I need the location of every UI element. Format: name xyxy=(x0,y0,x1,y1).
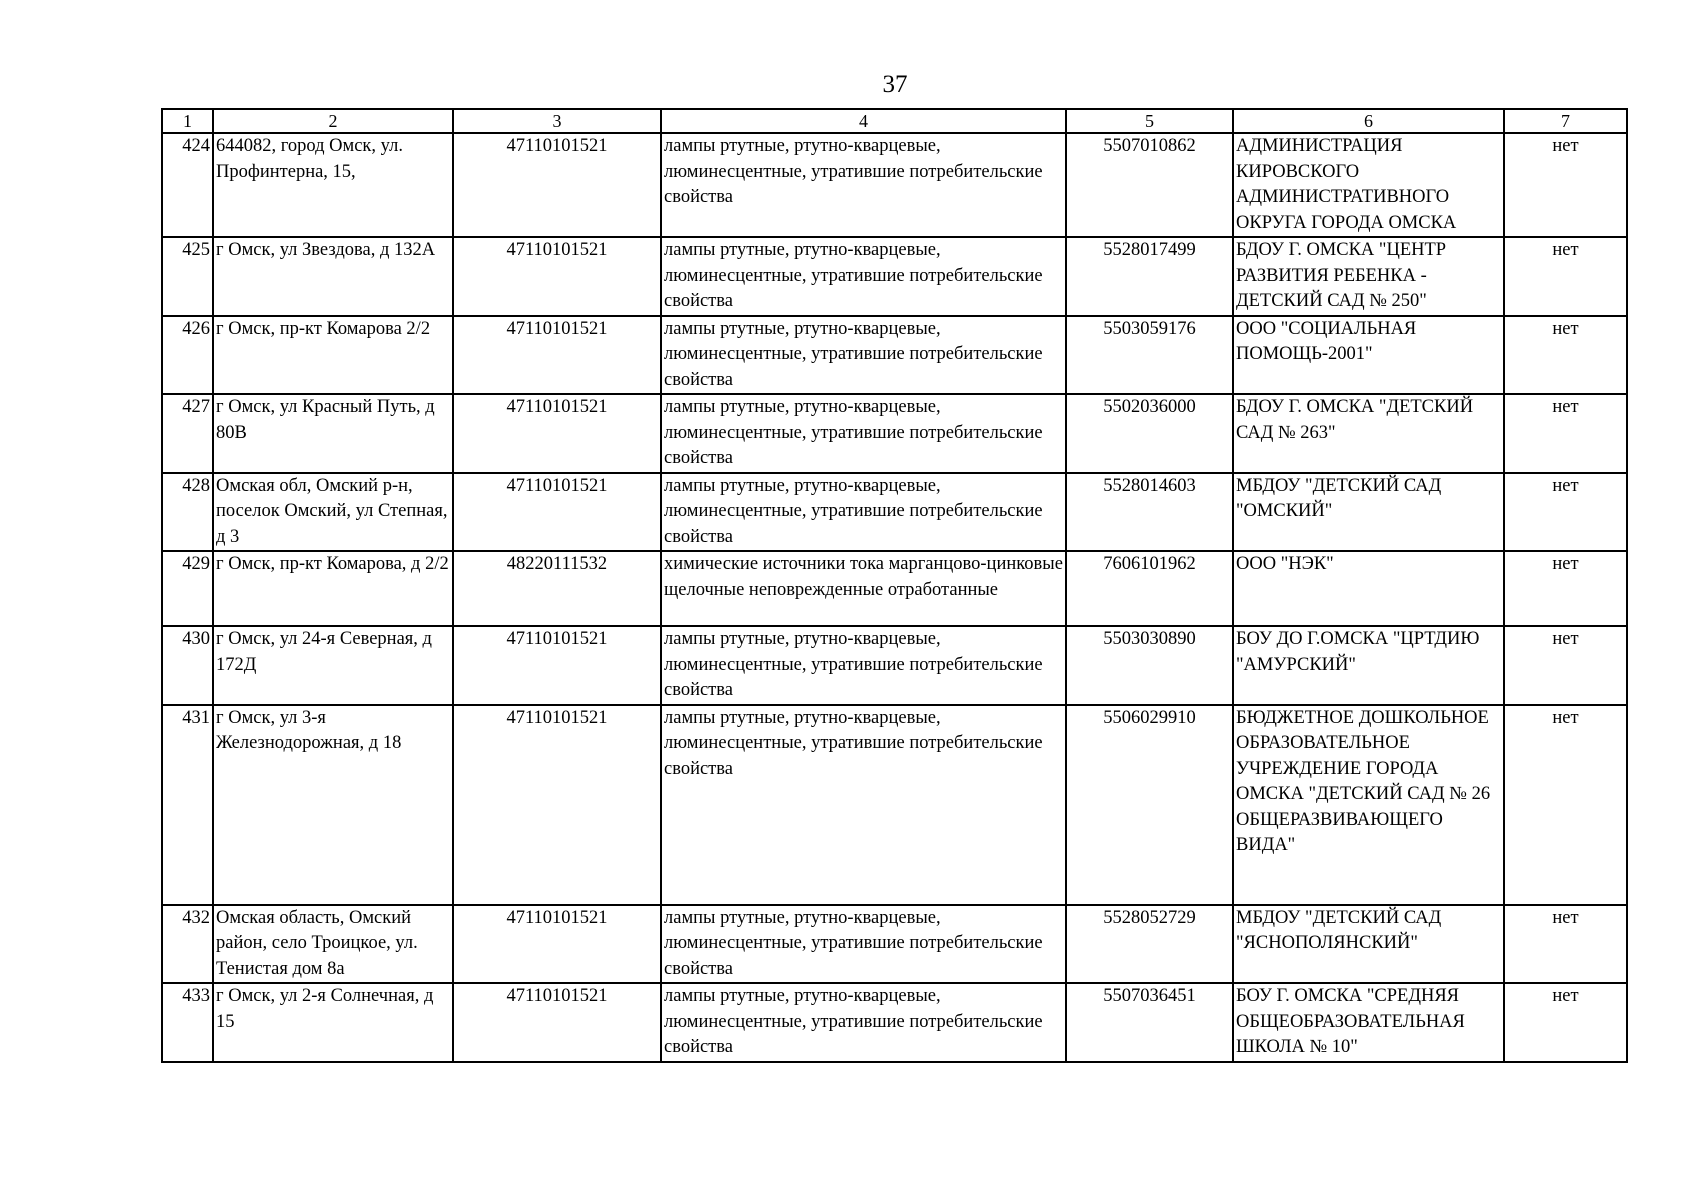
row-number: 431 xyxy=(162,705,213,905)
fkko-code-cell: 47110101521 xyxy=(453,983,661,1062)
inn-cell: 5528014603 xyxy=(1066,473,1233,552)
address-cell: г Омск, ул Звездова, д 132А xyxy=(213,237,453,316)
waste-type-cell: лампы ртутные, ртутно-кварцевые, люминесцентные, утратившие потребительские свойства xyxy=(661,626,1066,705)
flag-cell: нет xyxy=(1504,316,1627,395)
registry-table xyxy=(161,108,1628,1063)
table-row xyxy=(162,983,1627,1062)
page-number: 37 xyxy=(882,71,908,98)
flag-cell: нет xyxy=(1504,626,1627,705)
organization-cell: БДОУ Г. ОМСКА "ЦЕНТР РАЗВИТИЯ РЕБЕНКА - ДЕТСКИЙ САД № 250" xyxy=(1233,237,1504,316)
table-row xyxy=(162,394,1627,473)
waste-type-cell: лампы ртутные, ртутно-кварцевые, люминесцентные, утратившие потребительские свойства xyxy=(661,394,1066,473)
address-cell: г Омск, ул 3-я Железнодорожная, д 18 xyxy=(213,705,453,905)
table-row xyxy=(162,626,1627,705)
address-cell: Омская обл, Омский р-н, поселок Омский, ул Степная, д 3 xyxy=(213,473,453,552)
fkko-code-cell: 47110101521 xyxy=(453,394,661,473)
fkko-code-cell: 48220111532 xyxy=(453,551,661,626)
row-number: 432 xyxy=(162,905,213,984)
column-header: 2 xyxy=(213,109,453,133)
flag-cell: нет xyxy=(1504,983,1627,1062)
column-header: 4 xyxy=(661,109,1066,133)
waste-type-cell: лампы ртутные, ртутно-кварцевые, люминесцентные, утратившие потребительские свойства xyxy=(661,237,1066,316)
table-row xyxy=(162,705,1627,905)
flag-cell: нет xyxy=(1504,705,1627,905)
inn-cell: 5503030890 xyxy=(1066,626,1233,705)
inn-cell: 7606101962 xyxy=(1066,551,1233,626)
flag-cell: нет xyxy=(1504,905,1627,984)
row-number: 425 xyxy=(162,237,213,316)
organization-cell: ООО "СОЦИАЛЬНАЯ ПОМОЩЬ-2001" xyxy=(1233,316,1504,395)
flag-cell: нет xyxy=(1504,237,1627,316)
row-number: 427 xyxy=(162,394,213,473)
waste-type-cell: лампы ртутные, ртутно-кварцевые, люминесцентные, утратившие потребительские свойства xyxy=(661,705,1066,905)
column-header: 7 xyxy=(1504,109,1627,133)
waste-type-cell: лампы ртутные, ртутно-кварцевые, люминесцентные, утратившие потребительские свойства xyxy=(661,316,1066,395)
waste-type-cell: лампы ртутные, ртутно-кварцевые, люминесцентные, утратившие потребительские свойства xyxy=(661,983,1066,1062)
inn-cell: 5503059176 xyxy=(1066,316,1233,395)
row-number: 429 xyxy=(162,551,213,626)
header-row xyxy=(162,109,1627,133)
row-number: 424 xyxy=(162,133,213,237)
waste-type-cell: химические источники тока марганцово-цинковые щелочные неповрежденные отработанные xyxy=(661,551,1066,626)
column-header: 1 xyxy=(162,109,213,133)
address-cell: г Омск, ул 2-я Солнечная, д 15 xyxy=(213,983,453,1062)
row-number: 428 xyxy=(162,473,213,552)
row-number: 433 xyxy=(162,983,213,1062)
waste-type-cell: лампы ртутные, ртутно-кварцевые, люминесцентные, утратившие потребительские свойства xyxy=(661,473,1066,552)
organization-cell: БЮДЖЕТНОЕ ДОШКОЛЬНОЕ ОБРАЗОВАТЕЛЬНОЕ УЧРЕЖДЕНИЕ ГОРОДА ОМСКА "ДЕТСКИЙ САД № 26 ОБЩЕРАЗВИВАЮЩЕГО ВИДА" xyxy=(1233,705,1504,905)
inn-cell: 5507036451 xyxy=(1066,983,1233,1062)
table-row xyxy=(162,316,1627,395)
address-cell: г Омск, пр-кт Комарова, д 2/2 xyxy=(213,551,453,626)
organization-cell: БОУ Г. ОМСКА "СРЕДНЯЯ ОБЩЕОБРАЗОВАТЕЛЬНАЯ ШКОЛА № 10" xyxy=(1233,983,1504,1062)
table-row xyxy=(162,905,1627,984)
address-cell: г Омск, ул Красный Путь, д 80В xyxy=(213,394,453,473)
row-number: 426 xyxy=(162,316,213,395)
table-row xyxy=(162,237,1627,316)
organization-cell: БДОУ Г. ОМСКА "ДЕТСКИЙ САД № 263" xyxy=(1233,394,1504,473)
column-header: 6 xyxy=(1233,109,1504,133)
table-row xyxy=(162,133,1627,237)
column-header: 3 xyxy=(453,109,661,133)
table-row xyxy=(162,551,1627,626)
fkko-code-cell: 47110101521 xyxy=(453,473,661,552)
inn-cell: 5528052729 xyxy=(1066,905,1233,984)
inn-cell: 5528017499 xyxy=(1066,237,1233,316)
column-header: 5 xyxy=(1066,109,1233,133)
table-row xyxy=(162,473,1627,552)
organization-cell: МБДОУ "ДЕТСКИЙ САД "ОМСКИЙ" xyxy=(1233,473,1504,552)
inn-cell: 5507010862 xyxy=(1066,133,1233,237)
waste-type-cell: лампы ртутные, ртутно-кварцевые, люминесцентные, утратившие потребительские свойства xyxy=(661,133,1066,237)
flag-cell: нет xyxy=(1504,473,1627,552)
fkko-code-cell: 47110101521 xyxy=(453,626,661,705)
inn-cell: 5506029910 xyxy=(1066,705,1233,905)
flag-cell: нет xyxy=(1504,133,1627,237)
waste-type-cell: лампы ртутные, ртутно-кварцевые, люминесцентные, утратившие потребительские свойства xyxy=(661,905,1066,984)
organization-cell: МБДОУ "ДЕТСКИЙ САД "ЯСНОПОЛЯНСКИЙ" xyxy=(1233,905,1504,984)
fkko-code-cell: 47110101521 xyxy=(453,705,661,905)
address-cell: Омская область, Омский район, село Троицкое, ул. Тенистая дом 8а xyxy=(213,905,453,984)
address-cell: г Омск, ул 24-я Северная, д 172Д xyxy=(213,626,453,705)
flag-cell: нет xyxy=(1504,551,1627,626)
address-cell: г Омск, пр-кт Комарова 2/2 xyxy=(213,316,453,395)
row-number: 430 xyxy=(162,626,213,705)
organization-cell: ООО "НЭК" xyxy=(1233,551,1504,626)
fkko-code-cell: 47110101521 xyxy=(453,905,661,984)
organization-cell: АДМИНИСТРАЦИЯ КИРОВСКОГО АДМИНИСТРАТИВНОГО ОКРУГА ГОРОДА ОМСКА xyxy=(1233,133,1504,237)
address-cell: 644082, город Омск, ул. Профинтерна, 15, xyxy=(213,133,453,237)
flag-cell: нет xyxy=(1504,394,1627,473)
fkko-code-cell: 47110101521 xyxy=(453,237,661,316)
organization-cell: БОУ ДО Г.ОМСКА "ЦРТДИЮ "АМУРСКИЙ" xyxy=(1233,626,1504,705)
fkko-code-cell: 47110101521 xyxy=(453,133,661,237)
inn-cell: 5502036000 xyxy=(1066,394,1233,473)
fkko-code-cell: 47110101521 xyxy=(453,316,661,395)
